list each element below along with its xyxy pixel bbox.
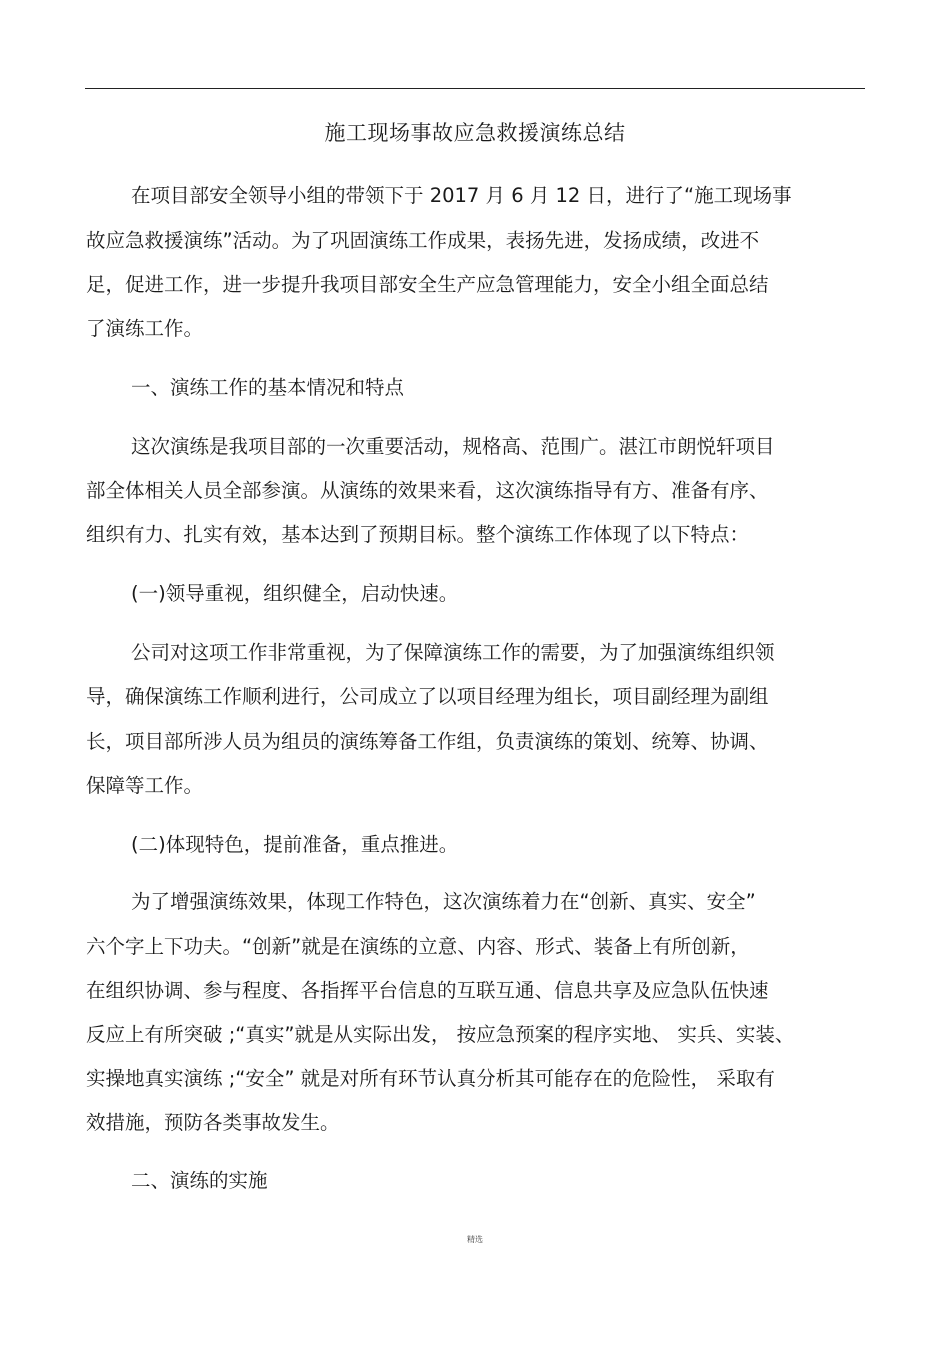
body-line: 故应急救援演练”活动。为了巩固演练工作成果，表扬先进，发扬成绩，改进不 [86,229,760,252]
body-line: 长，项目部所涉人员为组员的演练筹备工作组，负责演练的策划、统筹、协调、 [86,730,769,753]
body-line: 这次演练是我项目部的一次重要活动，规格高、范围广。湛江市朗悦轩项目 [131,435,775,458]
section-heading: 二、演练的实施 [131,1169,268,1192]
body-line: 为了增强演练效果，体现工作特色，这次演练着力在“创新、真实、安全” [131,890,756,913]
body-line: 部全体相关人员全部参演。从演练的效果来看，这次演练指导有方、准备有序、 [86,479,769,502]
body-line: 公司对这项工作非常重视，为了保障演练工作的需要，为了加强演练组织领 [131,641,775,664]
body-line: 效措施，预防各类事故发生。 [86,1111,340,1134]
body-line: 反应上有所突破 ;“真实”就是从实际出发， 按应急预案的程序实地、 实兵、实装、 [86,1023,795,1046]
body-line: 实操地真实演练 ;“安全” 就是对所有环节认真分析其可能存在的危险性， 采取有 [86,1067,775,1090]
body-line: 足，促进工作，进一步提升我项目部安全生产应急管理能力，安全小组全面总结 [86,273,769,296]
footer-watermark: 精选 [467,1235,483,1244]
body-line: 在组织协调、参与程度、各指挥平台信息的互联互通、信息共享及应急队伍快速 [86,979,769,1002]
body-line: 保障等工作。 [86,774,204,797]
body-line: 在项目部安全领导小组的带领下于 2017 月 6 月 12 日，进行了“施工现场事 [131,184,792,207]
subsection-heading: (一)领导重视，组织健全，启动快速。 [131,582,459,605]
section-heading: 一、演练工作的基本情况和特点 [131,376,405,399]
header-rule [85,88,865,89]
subsection-heading: (二)体现特色，提前准备，重点推进。 [131,833,459,856]
body-line: 了演练工作。 [86,317,204,340]
body-line: 组织有力、扎实有效，基本达到了预期目标。整个演练工作体现了以下特点： [86,523,750,546]
document-title: 施工现场事故应急救援演练总结 [324,121,626,145]
body-line: 六个字上下功夫。“创新”就是在演练的立意、内容、形式、装备上有所创新， [86,935,750,958]
body-line: 导，确保演练工作顺利进行，公司成立了以项目经理为组长，项目副经理为副组 [86,685,769,708]
